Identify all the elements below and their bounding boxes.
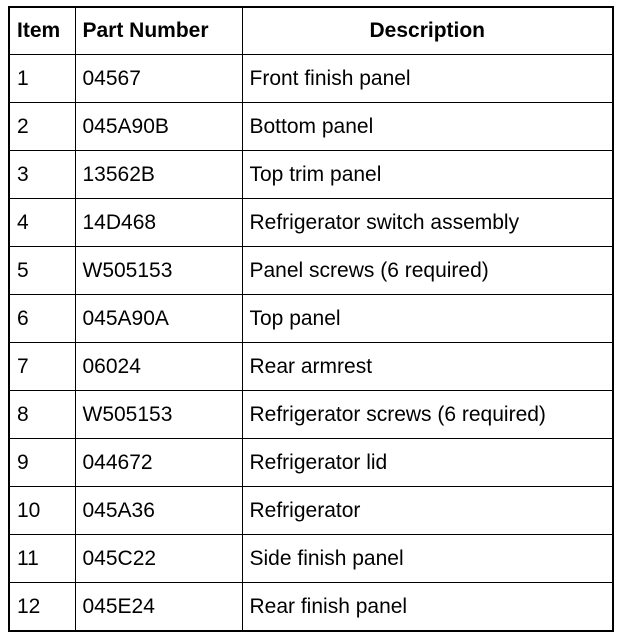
cell-part-number: W505153	[75, 391, 242, 439]
table-row	[9, 151, 613, 199]
cell-item: 9	[9, 439, 75, 487]
cell-item: 8	[9, 391, 75, 439]
cell-item: 6	[9, 295, 75, 343]
cell-description: Bottom panel	[242, 103, 613, 151]
cell-part-number: 13562B	[75, 151, 242, 199]
table-row	[9, 439, 613, 487]
header-item: Item	[9, 7, 75, 55]
cell-description: Refrigerator	[242, 487, 613, 535]
table-row	[9, 535, 613, 583]
cell-part-number: W505153	[75, 247, 242, 295]
table-row	[9, 391, 613, 439]
cell-part-number: 045C22	[75, 535, 242, 583]
cell-part-number: 045A36	[75, 487, 242, 535]
cell-description: Side finish panel	[242, 535, 613, 583]
table-row	[9, 583, 613, 632]
table-row	[9, 247, 613, 295]
header-description: Description	[242, 7, 613, 55]
cell-part-number: 06024	[75, 343, 242, 391]
table-row	[9, 487, 613, 535]
parts-table	[8, 6, 614, 632]
header-part-number: Part Number	[75, 7, 242, 55]
cell-description: Panel screws (6 required)	[242, 247, 613, 295]
table-header	[9, 7, 613, 55]
cell-item: 12	[9, 583, 75, 632]
table-row	[9, 55, 613, 103]
table-row	[9, 343, 613, 391]
cell-description: Top panel	[242, 295, 613, 343]
cell-item: 3	[9, 151, 75, 199]
cell-item: 10	[9, 487, 75, 535]
cell-description: Rear finish panel	[242, 583, 613, 632]
cell-part-number: 045E24	[75, 583, 242, 632]
cell-description: Rear armrest	[242, 343, 613, 391]
cell-description: Refrigerator screws (6 required)	[242, 391, 613, 439]
cell-item: 1	[9, 55, 75, 103]
cell-description: Front finish panel	[242, 55, 613, 103]
cell-part-number: 14D468	[75, 199, 242, 247]
cell-item: 5	[9, 247, 75, 295]
table-body	[9, 55, 613, 632]
cell-description: Refrigerator switch assembly	[242, 199, 613, 247]
table-row	[9, 103, 613, 151]
cell-part-number: 045A90B	[75, 103, 242, 151]
cell-item: 2	[9, 103, 75, 151]
table-row	[9, 199, 613, 247]
cell-part-number: 044672	[75, 439, 242, 487]
cell-part-number: 04567	[75, 55, 242, 103]
cell-item: 4	[9, 199, 75, 247]
cell-description: Refrigerator lid	[242, 439, 613, 487]
cell-item: 11	[9, 535, 75, 583]
cell-item: 7	[9, 343, 75, 391]
cell-description: Top trim panel	[242, 151, 613, 199]
table-row	[9, 295, 613, 343]
cell-part-number: 045A90A	[75, 295, 242, 343]
header-row	[9, 7, 613, 55]
